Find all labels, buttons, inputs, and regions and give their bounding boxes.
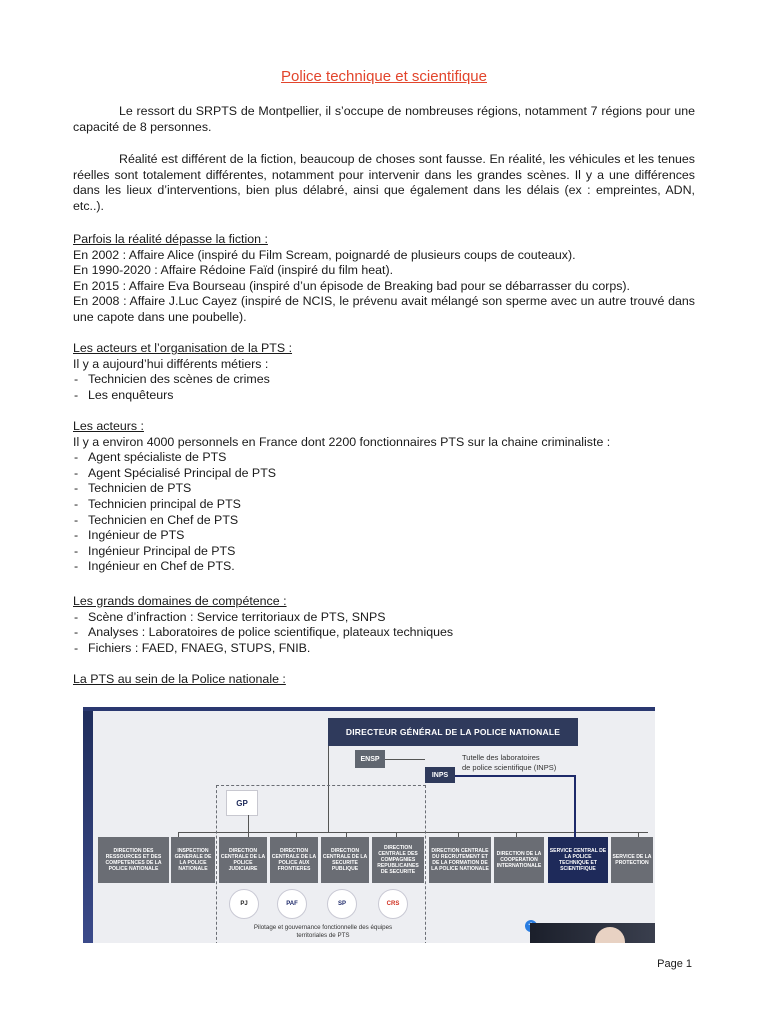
- connector-line: [455, 775, 575, 777]
- list-item: En 2002 : Affaire Alice (inspiré du Film Scream, poignardé de plusieurs coups de couteaux).: [73, 247, 576, 262]
- section-heading: Les grands domaines de compétence :: [73, 594, 287, 608]
- section-police-nationale: [73, 672, 695, 688]
- direction-box: SERVICE DE LA PROTECTION: [611, 837, 653, 883]
- sp-logo-icon: SP: [327, 889, 357, 919]
- list-item: - Technicien des scènes de crimes: [73, 372, 695, 388]
- list-item: - Technicien principal de PTS: [73, 497, 695, 513]
- direction-box: DIRECTION CENTRALE DE LA POLICE JUDICIAIRE: [219, 837, 267, 883]
- direction-box-sc-pts: SERVICE CENTRAL DE LA POLICE TECHNIQUE ET SCIENTIFIQUE: [548, 837, 608, 883]
- list-item: - Agent Spécialisé Principal de PTS: [73, 466, 695, 482]
- pilotage-line: territoriales de PTS: [296, 932, 350, 939]
- list-item: En 2008 : Affaire J.Luc Cayez (inspiré de NCIS, le prévenu avait mélangé son sperme avec un autre trouvé dans une capote dans une poubelle).: [73, 294, 695, 324]
- inps-box: INPS: [425, 767, 455, 783]
- section-acteurs-organisation: [73, 341, 695, 403]
- list-item: - Ingénieur de PTS: [73, 528, 695, 544]
- section-heading: La PTS au sein de la Police nationale :: [73, 672, 286, 686]
- section-heading: Les acteurs et l’organisation de la PTS :: [73, 341, 293, 355]
- connector-line: [248, 815, 249, 837]
- page-title: Police technique et scientifique: [281, 68, 487, 85]
- direction-box: DIRECTION CENTRALE DU RECRUTEMENT ET DE LA FORMATION DE LA POLICE NATIONALE: [429, 837, 491, 883]
- decorative-band: [83, 707, 93, 943]
- list-item: - Technicien en Chef de PTS: [73, 513, 695, 529]
- person-photo-icon: [595, 927, 625, 943]
- list-item: - Analyses : Laboratoires de police scientifique, plateaux techniques: [73, 625, 695, 641]
- section-heading: Les acteurs :: [73, 419, 144, 433]
- list-item: - Ingénieur en Chef de PTS.: [73, 559, 695, 575]
- tutelle-line: Tutelle des laboratoires: [462, 753, 540, 762]
- paragraph-fiction: Réalité est différent de la fiction, beaucoup de choses sont fausse. En réalité, les véhicules et les tenues réelles sont totalement différentes, notamment pour intervenir dans les grandes scènes. Il y a une différences dans les lieux d’interventions, bien plus délabré, ainsi que également dans les délais (ex : empreintes, ADN, etc..).: [73, 152, 695, 213]
- list-item: - Les enquêteurs: [73, 388, 695, 404]
- ensp-box: ENSP: [355, 750, 385, 768]
- list-item: - Scène d’infraction : Service territoriaux de PTS, SNPS: [73, 610, 695, 626]
- direction-box: DIRECTION CENTRALE DE LA POLICE AUX FRONTIERES: [270, 837, 318, 883]
- connector-line: [385, 759, 425, 760]
- section-intro: Il y a aujourd’hui différents métiers :: [73, 356, 269, 371]
- direction-box: DIRECTION CENTRALE DES COMPAGNIES REPUBLICAINES DE SECURITE: [372, 837, 424, 883]
- direction-box: INSPECTION GENERALE DE LA POLICE NATIONALE: [171, 837, 215, 883]
- tutelle-note: [462, 753, 556, 773]
- section-intro: Il y a environ 4000 personnels en France dont 2200 fonctionnaires PTS sur la chaine criminaliste :: [73, 434, 611, 449]
- tutelle-line: de police scientifique (INPS): [462, 763, 557, 772]
- connector-line: [574, 775, 576, 837]
- pj-logo-icon: PJ: [229, 889, 259, 919]
- list-item: En 1990-2020 : Affaire Rédoine Faïd (inspiré du film heat).: [73, 263, 394, 278]
- list-item: - Ingénieur Principal de PTS: [73, 544, 695, 560]
- section-heading: Parfois la réalité dépasse la fiction :: [73, 232, 268, 246]
- pilotage-line: Pilotage et gouvernance fonctionnelle des équipes: [253, 924, 393, 931]
- photo-fragment: [530, 923, 655, 943]
- paf-logo-icon: PAF: [277, 889, 307, 919]
- list-item: - Technicien de PTS: [73, 481, 695, 497]
- director-general-box: DIRECTEUR GÉNÉRAL DE LA POLICE NATIONALE: [328, 718, 578, 746]
- direction-box: DIRECTION DES RESSOURCES ET DES COMPETENCES DE LA POLICE NATIONALE: [98, 837, 169, 883]
- paragraph-srpts: Le ressort du SRPTS de Montpellier, il s’occupe de nombreuses régions, notamment 7 régions pour une capacité de 8 personnes.: [73, 104, 695, 134]
- list-item: En 2015 : Affaire Eva Bourseau (inspiré d’un épisode de Breaking bad pour se débarrasser du corps).: [73, 278, 631, 293]
- direction-box: DIRECTION DE LA COOPERATION INTERNATIONALE: [494, 837, 544, 883]
- section-domaines: [73, 594, 695, 656]
- list-item: - Agent spécialiste de PTS: [73, 450, 695, 466]
- pilotage-caption: [223, 924, 423, 940]
- direction-box: DIRECTION CENTRALE DE LA SECURITE PUBLIQUE: [321, 837, 369, 883]
- police-emblem-icon: GP: [226, 790, 258, 816]
- list-item: - Fichiers : FAED, FNAEG, STUPS, FNIB.: [73, 641, 695, 657]
- page-number: Page 1: [657, 958, 692, 970]
- section-fiction: [73, 232, 695, 326]
- section-acteurs: [73, 419, 695, 575]
- decorative-band: [83, 707, 655, 711]
- org-chart-figure: [83, 707, 655, 943]
- crs-logo-icon: CRS: [378, 889, 408, 919]
